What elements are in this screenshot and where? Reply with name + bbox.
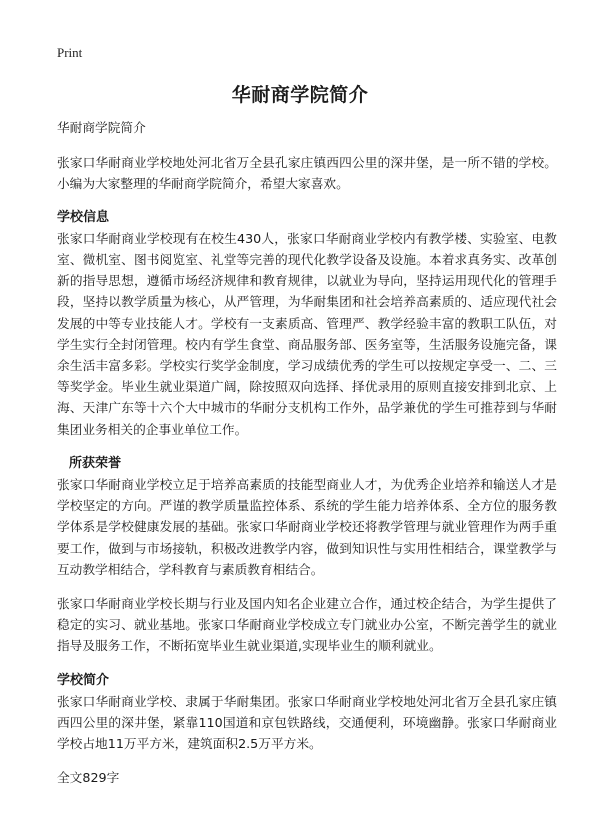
page-title: 华耐商学院简介 [231,84,369,106]
article-body [57,117,557,789]
word-count: 全文829字 [57,770,120,786]
section-heading-honors: 所获荣誉 [69,455,122,471]
section-heading-school-intro: 学校简介 [57,672,110,688]
section-paragraph: 张家口华耐商业学校立足于培养高素质的技能型商业人才，为优秀企业培养和输送人才是学校坚定的方向。严谨的教学质量监控体系、系统的学生能力培养体系、全方位的服务教学体系是学校健康发展的基础。张家口华耐商业学校还将教学管理与就业管理作为两手重要工作，做到与市场接轨，积极改进教学内容，做到知识性与实用性相结合，课堂教学与互动教学相结合，学科教育与素质教育相结合。 [57,477,557,577]
article-subtitle: 华耐商学院简介 [57,120,146,135]
section-heading-school-info: 学校信息 [57,209,110,225]
section-paragraph: 张家口华耐商业学校、隶属于华耐集团。张家口华耐商业学校地处河北省万全县孔家庄镇西四公里的深井堡，紧靠110国道和京包铁路线，交通便利，环境幽静。张家口华耐商业学校占地11万平方米，建筑面积2.5万平方米。 [57,693,557,752]
section-paragraph: 张家口华耐商业学校长期与行业及国内知名企业建立合作，通过校企结合，为学生提供了稳定的实习、就业基地。张家口华耐商业学校成立专门就业办公室，不断完善学生的就业指导及服务工作，不断拓宽毕业生就业渠道,实现毕业生的顺利就业。 [57,596,557,654]
print-link[interactable]: Print [57,45,83,60]
section-paragraph: 张家口华耐商业学校现有在校生430人，张家口华耐商业学校内有教学楼、实验室、电教室、微机室、图书阅览室、礼堂等完善的现代化教学设备及设施。本着求真务实、改革创新的指导思想，遵循市场经济规律和教育规律，以就业为导向，坚持运用现代化的管理手段，坚持以教学质量为核心，从严管理，为华耐集团和社会培养高素质的、适应现代社会发展的中等专业技能人才。学校有一支素质高、管理严、教学经验丰富的教职工队伍，对学生实行全封闭管理。校内有学生食堂、商品服务部、医务室等，生活服务设施完备，课余生活丰富多彩。学校实行奖学金制度，学习成绩优秀的学生可以按规定享受一、二、三等奖学金。毕业生就业渠道广阔，除按照双向选择、择优录用的原则直接安排到北京、上海、天津广东等十六个大中城市的华耐分支机构工作外，品学兼优的学生可推荐到与华耐集团业务相关的企事业单位工作。 [57,230,557,437]
intro-paragraph: 张家口华耐商业学校地处河北省万全县孔家庄镇西四公里的深井堡，是一所不错的学校。小编为大家整理的华耐商学院简介，希望大家喜欢。 [57,155,557,192]
